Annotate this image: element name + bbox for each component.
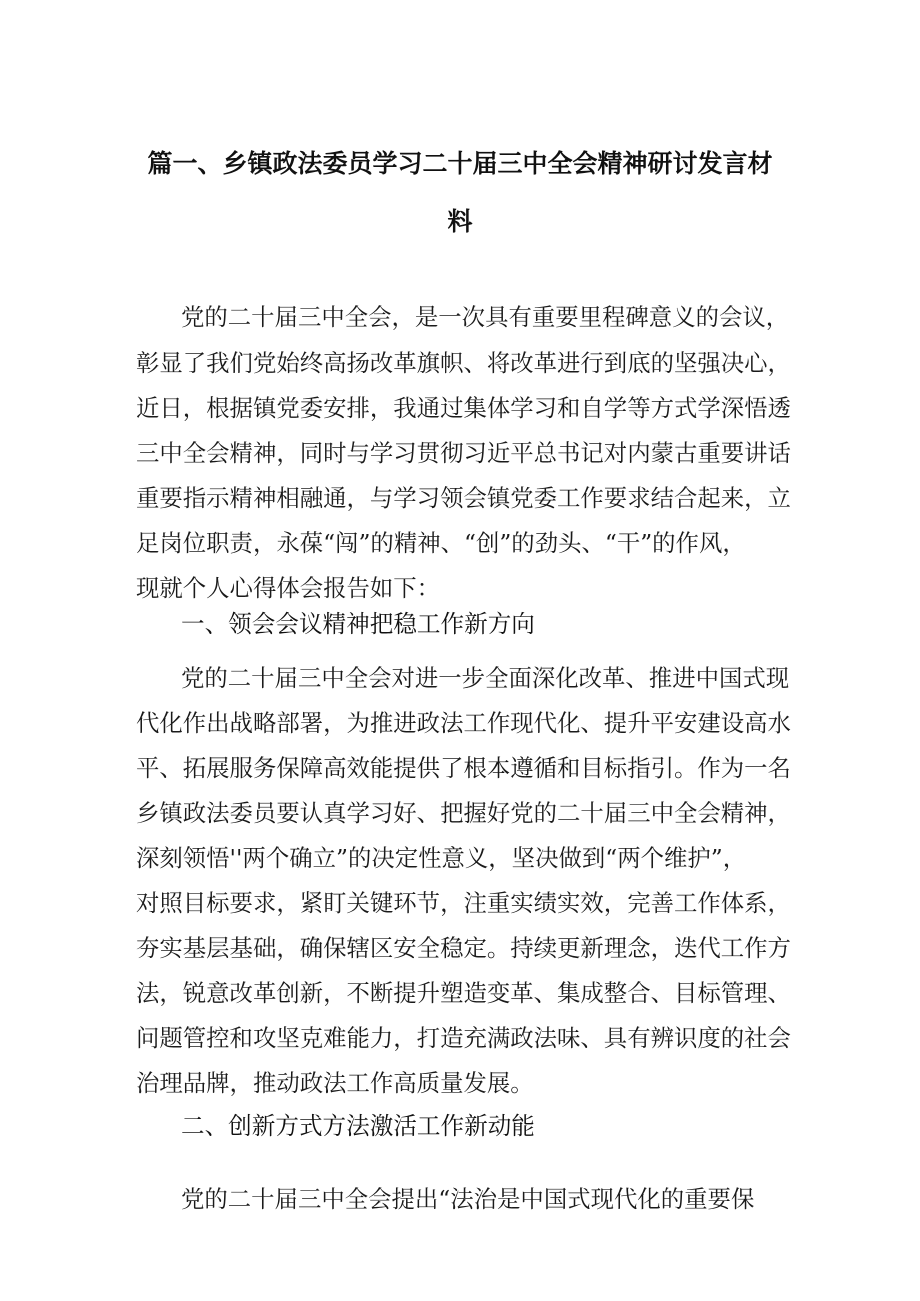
paragraph-1-line: 近日，根据镇党委安排，我通过集体学习和自学等方式学深悟透 — [136, 394, 791, 422]
section-heading-2: 二、创新方式方法激活工作新动能 — [181, 1112, 535, 1140]
paragraph-2-line: 平、拓展服务保障高效能提供了根本遵循和目标指引。作为一名 — [136, 754, 791, 782]
document-title-line-2: 料 — [447, 207, 473, 236]
paragraph-1-line: 彰显了我们党始终高扬改革旗帜、将改革进行到底的坚强决心， — [136, 349, 791, 377]
paragraph-2-line: 法，锐意改革创新，不断提升塑造变革、集成整合、目标管理、 — [136, 979, 791, 1007]
paragraph-1-line: 党的二十届三中全会，是一次具有重要里程碑意义的会议， — [181, 303, 790, 331]
section-heading-1: 一、领会会议精神把稳工作新方向 — [181, 610, 535, 638]
paragraph-2-line: 深刻领悟''两个确立”的决定性意义，坚决做到“两个维护”， — [136, 844, 747, 872]
paragraph-2-line: 党的二十届三中全会对进一步全面深化改革、推进中国式现 — [181, 664, 790, 692]
paragraph-2-line: 对照目标要求，紧盯关键环节，注重实绩实效，完善工作体系， — [136, 889, 791, 917]
paragraph-2-line: 问题管控和攻坚克难能力，打造充满政法味、具有辨识度的社会 — [136, 1024, 791, 1052]
paragraph-2-line: 乡镇政法委员要认真学习好、把握好党的二十届三中全会精神， — [136, 799, 791, 827]
paragraph-1-line: 重要指示精神相融通，与学习领会镇党委工作要求结合起来，立 — [136, 484, 791, 512]
paragraph-2-line: 代化作出战略部署，为推进政法工作现代化、提升平安建设高水 — [136, 709, 791, 737]
document-title-line-1: 篇一、乡镇政法委员学习二十届三中全会精神研讨发言材 — [147, 149, 773, 178]
paragraph-1-line: 足岗位职责，永葆“闯”的精神、“创”的劲头、“干”的作风， — [136, 529, 746, 557]
paragraph-2-line: 夯实基层基础，确保辖区安全稳定。持续更新理念，迭代工作方 — [136, 934, 791, 962]
paragraph-2-line: 治理品牌，推动政法工作高质量发展。 — [136, 1069, 534, 1097]
paragraph-1-line: 现就个人心得体会报告如下： — [136, 574, 441, 602]
paragraph-3-line: 党的二十届三中全会提出“法治是中国式现代化的重要保 — [181, 1185, 755, 1213]
paragraph-1-line: 三中全会精神，同时与学习贯彻习近平总书记对内蒙古重要讲话 — [136, 439, 791, 467]
